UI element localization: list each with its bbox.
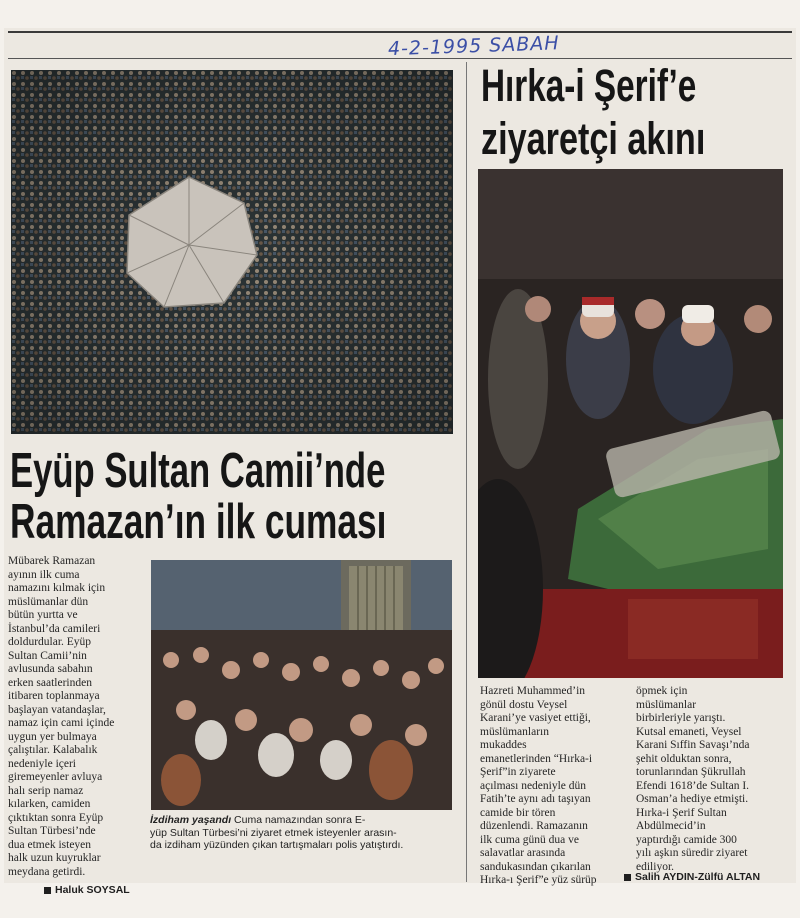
text-line: Sultan Türbesi’nde	[8, 825, 96, 837]
text-line: yaptırdığı camide 300	[636, 833, 737, 846]
text-line: müslümanların	[480, 725, 549, 738]
tomb-crowd-photo	[151, 560, 452, 810]
text-line: İstanbul’da camileri	[8, 622, 101, 635]
text-line: çıktıktan sonra Eyüp	[8, 811, 104, 824]
text-line: camide bir tören	[480, 806, 556, 819]
text-line: gönül dostu Veysel	[480, 698, 568, 711]
byline-square	[624, 874, 631, 881]
left-article-column	[8, 555, 114, 879]
text-line: Fatih’te aynı adı taşıyan	[480, 793, 591, 805]
text-line: Karani Sıffin Savaşı’nda	[636, 739, 750, 751]
crowd-aerial-photo	[11, 70, 453, 434]
text-line: uygun yer bulmaya	[8, 730, 97, 743]
left-headline-line2: Ramazan’ın ilk cuması	[10, 495, 387, 549]
text-line: salavatlar arasında	[480, 847, 566, 859]
text-line: Osman’a hediye etmişti.	[636, 793, 749, 805]
text-line: ayının ilk cuma	[8, 568, 80, 581]
text-line: emanetlerinden “Hırka-i	[480, 752, 593, 765]
byline-text: Salih AYDIN-Zülfü ALTAN	[635, 871, 761, 883]
right-headline-line2: ziyaretçi akını	[481, 113, 706, 164]
handwritten-date-note: 4-2-1995 SABAH	[387, 32, 560, 61]
caption-line1	[150, 814, 403, 827]
text-line: namaz için cami içinde	[8, 717, 115, 729]
text-line: yılı aşkın süredir ziyaret	[636, 847, 748, 859]
text-line: kılarken, camiden	[8, 798, 91, 810]
text-line: Karani’ye vasiyet ettiği,	[480, 712, 591, 724]
byline-square	[44, 887, 51, 894]
text-line: Kutsal emaneti, Veysel	[636, 725, 742, 738]
right-headline-line1: Hırka-i Şerif’e	[481, 60, 697, 111]
text-line: avlusunda sabahın	[8, 663, 93, 675]
text-line: ediliyor.	[636, 860, 675, 873]
text-line: itibaren toplanmaya	[8, 690, 100, 702]
text-line: bütün yurtta ve	[8, 609, 78, 621]
right-article-column-a	[480, 685, 597, 888]
text-line: Abdülmecid’in	[636, 820, 706, 832]
text-line: ilk cuma günü dua ve	[480, 833, 580, 846]
text-line: Mübarek Ramazan	[8, 555, 96, 567]
text-line: Hazreti Muhammed’in	[480, 685, 586, 697]
text-line: sandukasından çıkarılan	[480, 860, 591, 873]
text-line: dua etmek isteyen	[8, 838, 92, 851]
text-line: müslümanlar	[636, 698, 697, 711]
caption-lead: İzdiham yaşandı	[150, 814, 232, 826]
text-line: başlayan vatandaşlar,	[8, 703, 106, 716]
text-line: meydana getirdi.	[8, 865, 86, 878]
text-line: öpmek için	[636, 685, 688, 697]
byline-text: Haluk SOYSAL	[55, 884, 130, 896]
text-line: mukaddes	[480, 739, 527, 751]
text-line: müslümanlar dün	[8, 595, 89, 608]
text-line: halı serip namaz	[8, 784, 84, 797]
right-byline	[624, 871, 760, 883]
caption-text-1: Cuma namazından sonra E-	[231, 814, 366, 826]
text-line: torunlarından Şükrullah	[636, 766, 746, 778]
caption-line3: da izdiham yüzünden çıkan tartışmaları polis yatıştırdı.	[150, 839, 404, 851]
text-line: düzenlendi. Ramazanın	[480, 820, 588, 832]
photo-caption	[150, 814, 403, 852]
left-headline-line1: Eyüp Sultan Camii’nde	[10, 444, 386, 498]
text-line: birbirleriyle yarıştı.	[636, 712, 726, 724]
text-line: açılması nedeniyle dün	[480, 779, 587, 792]
text-line: erken saatlerinden	[8, 676, 92, 689]
left-byline	[44, 884, 130, 896]
hirka-visitors-photo	[478, 169, 783, 678]
text-line: çalıştılar. Kalabalık	[8, 744, 98, 756]
text-line: Sultan Camii’nin	[8, 649, 87, 662]
text-line: halk uzun kuyruklar	[8, 852, 101, 864]
text-line: nedeniyle içeri	[8, 757, 77, 770]
text-line: Şerif”in ziyarete	[480, 766, 556, 778]
column-divider	[466, 62, 467, 882]
text-line: namazını kılmak için	[8, 582, 106, 594]
text-line: şehit olduktan sonra,	[636, 752, 732, 765]
top-rule	[8, 31, 792, 33]
text-line: Efendi 1618’de Sultan I.	[636, 779, 750, 792]
text-line: Hırka-i Şerif Sultan	[636, 806, 727, 819]
text-line: Hırka-ı Şerif”e yüz sürüp	[480, 874, 597, 886]
caption-line2: yüp Sultan Türbesi’ni ziyaret etmek isteyenler arasın-	[150, 826, 397, 839]
text-line: giremeyenler avluya	[8, 771, 103, 783]
text-line: doldurdular. Eyüp	[8, 636, 92, 648]
right-article-column-b	[636, 685, 749, 874]
